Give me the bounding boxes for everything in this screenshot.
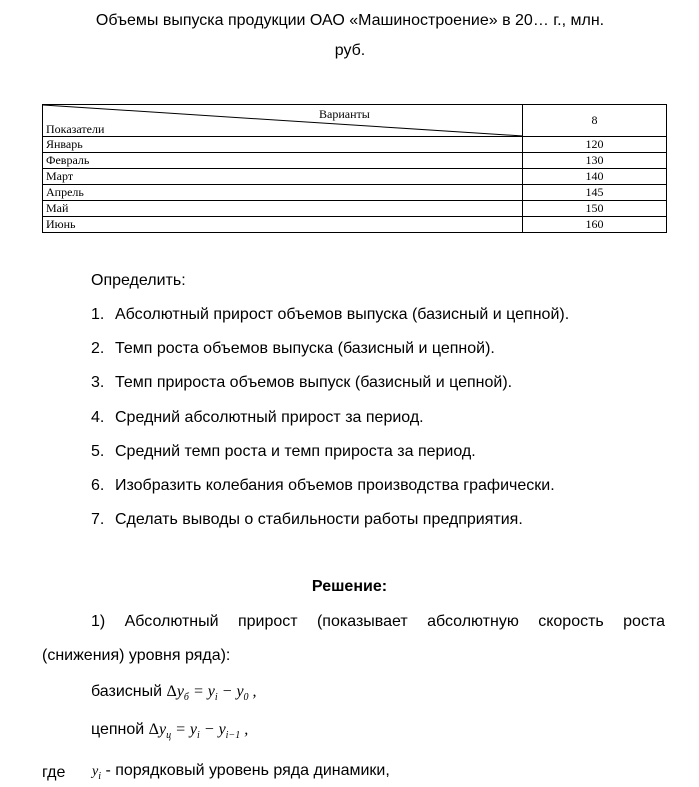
list-item: 2. Темп роста объемов выпуска (базисный и цепной). (91, 340, 495, 358)
table-row (43, 217, 667, 233)
row-label: Март (43, 169, 523, 185)
table-row (43, 185, 667, 201)
list-item: 4. Средний абсолютный прирост за период. (91, 408, 424, 426)
task-list (91, 305, 569, 544)
title-line-1: Объемы выпуска продукции ОАО «Машиностроение» в 20… г., млн. (95, 12, 605, 29)
solution-paragraph-line-1: 1) Абсолютный прирост (показывает абсолютную скорость роста (91, 613, 665, 630)
task-heading: Определить: (91, 272, 186, 289)
list-item: 7. Сделать выводы о стабильности работы предприятия. (91, 511, 523, 529)
row-value: 130 (523, 153, 667, 169)
list-item: 5. Средний темп роста и темп прироста за период. (91, 442, 476, 460)
row-value: 140 (523, 169, 667, 185)
formula-base (91, 682, 257, 708)
row-label: Февраль (43, 153, 523, 169)
header-variants: Варианты (319, 107, 370, 121)
formula-chain-label: цепной (91, 721, 145, 738)
diagonal-line (43, 105, 523, 136)
row-value: 160 (523, 217, 667, 233)
table-header-row (43, 105, 667, 137)
row-label: Январь (43, 137, 523, 153)
formula-base-expression: $\Delta y_б = y_i - y_0$ , (166, 683, 257, 704)
solution-paragraph-line-2: (снижения) уровня ряда): (42, 647, 231, 664)
header-indicators: Показатели (46, 122, 105, 136)
row-label: Май (43, 201, 523, 217)
where-label: где (42, 764, 66, 781)
list-item: 3. Темп прироста объемов выпуск (базисный и цепной). (91, 374, 513, 392)
data-table (42, 104, 667, 233)
title-line-2: руб. (334, 42, 366, 59)
formula-base-label: базисный (91, 683, 163, 700)
row-value: 120 (523, 137, 667, 153)
yi-description: - порядковый уровень ряда динамики, (105, 762, 390, 779)
row-value: 150 (523, 201, 667, 217)
row-label: Июнь (43, 217, 523, 233)
row-value: 145 (523, 185, 667, 201)
header-variant-number: 8 (523, 105, 667, 137)
formula-chain-expression: $\Delta y_ц = y_i - y_{i-1}$ , (148, 721, 249, 742)
list-item: 6. Изобразить колебания объемов производства графически. (91, 476, 555, 494)
table-row (43, 201, 667, 217)
table-row (43, 137, 667, 153)
table-row (43, 153, 667, 169)
diagonal-header-cell (43, 105, 523, 137)
yi-definition (92, 761, 390, 787)
list-item: 1. Абсолютный прирост объемов выпуска (базисный и цепной). (91, 306, 570, 323)
yi-symbol: $y_i$ (92, 764, 101, 782)
row-label: Апрель (43, 185, 523, 201)
table-row (43, 169, 667, 185)
formula-chain (91, 720, 248, 746)
page-title (30, 6, 670, 66)
solution-heading: Решение: (311, 578, 388, 595)
